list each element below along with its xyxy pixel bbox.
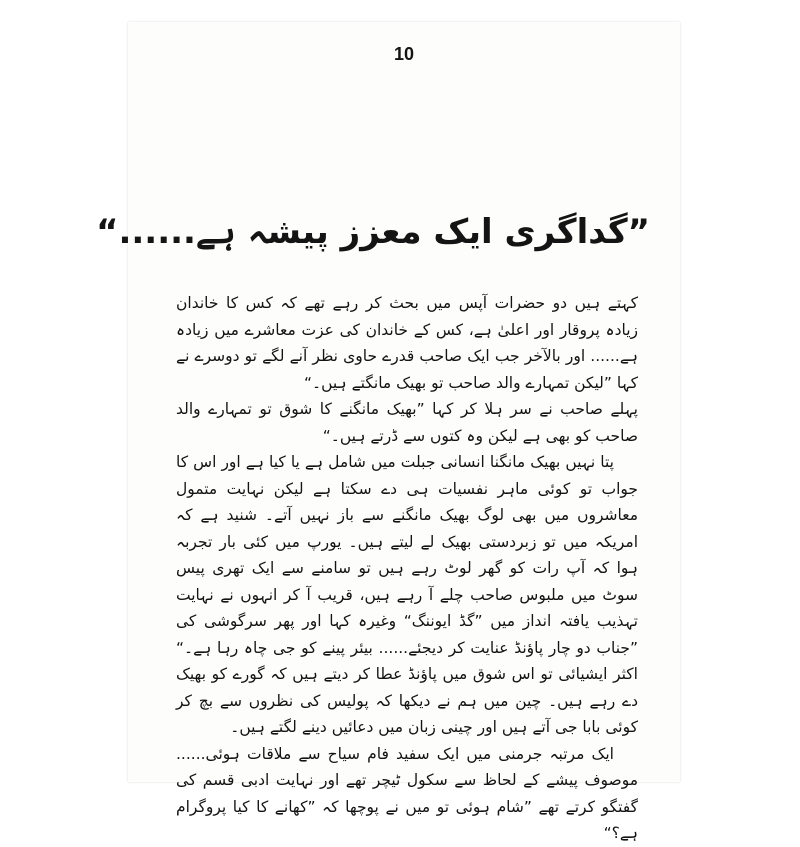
- page-number: 10: [393, 44, 415, 64]
- book-page: [96, 22, 680, 842]
- paragraph: پہلے صاحب نے سر ہلا کر کہا ”بھیک مانگنے کا شوق تو تمہارے والد صاحب کو بھی ہے لیکن وہ کتوں سے ڈرتے ہیں۔“: [176, 400, 638, 445]
- paragraph: کہتے ہیں دو حضرات آپس میں بحث کر رہے تھے کہ کس کا خاندان زیادہ پروقار اور اعلیٰ ہے، کس کے خاندان کی عزت معاشرے میں زیادہ ہے...... اور بالآخر جب ایک صاحب قدرے حاوی نظر آنے لگے تو دوسرے نے کہا ”لیکن تمہارے والد صاحب تو بھیک مانگتے ہیں۔“: [176, 294, 638, 392]
- body-text: [176, 290, 638, 847]
- paragraph: ایک مرتبہ جرمنی میں ایک سفید فام سیاح سے ملاقات ہوئی...... موصوف پیشے کے لحاظ سے سکول ٹیچر تھے اور نہایت ادبی قسم کی گفتگو کرتے تھے ”شام ہوئی تو میں نے پوچھا کہ ”کھانے کا کیا پروگرام ہے؟“: [176, 744, 638, 842]
- chapter-heading: ”گداگری ایک معزز پیشہ ہے......“: [96, 212, 650, 252]
- paragraph: پتا نہیں بھیک مانگنا انسانی جبلت میں شامل ہے یا کیا ہے اور اس کا جواب تو کوئی ماہر نفسیات ہی دے سکتا ہے لیکن نہایت متمول معاشروں میں بھی لوگ بھیک مانگنے سے باز نہیں آتے۔ شنید ہے کہ امریکہ میں تو زبردستی بھیک لے لیتے ہیں۔ یورپ میں کئی بار تجربہ ہوا کہ آپ رات کو گھر لوٹ رہے ہیں تو سامنے سے ایک تھری پیس سوٹ میں ملبوس صاحب چلے آ رہے ہیں، قریب آ کر انہوں نے نہایت تہذیب یافتہ انداز میں ”گڈ ایوننگ“ وغیرہ کہا اور پھر سرگوشی کی ”جناب دو چار پاؤنڈ عنایت کر دیجئے...... بیئر پینے کو جی چاہ رہا ہے۔“ اکثر ایشیائی تو اس شوق میں پاؤنڈ عطا کر دیتے ہیں کہ گورے کو بھیک دے رہے ہیں۔ چین میں ہم نے دیکھا کہ پولیس کی نظروں سے بچ کر کوئی بابا جی آتے ہیں اور چینی زبان میں دعائیں دینے لگتے ہیں۔: [176, 453, 638, 736]
